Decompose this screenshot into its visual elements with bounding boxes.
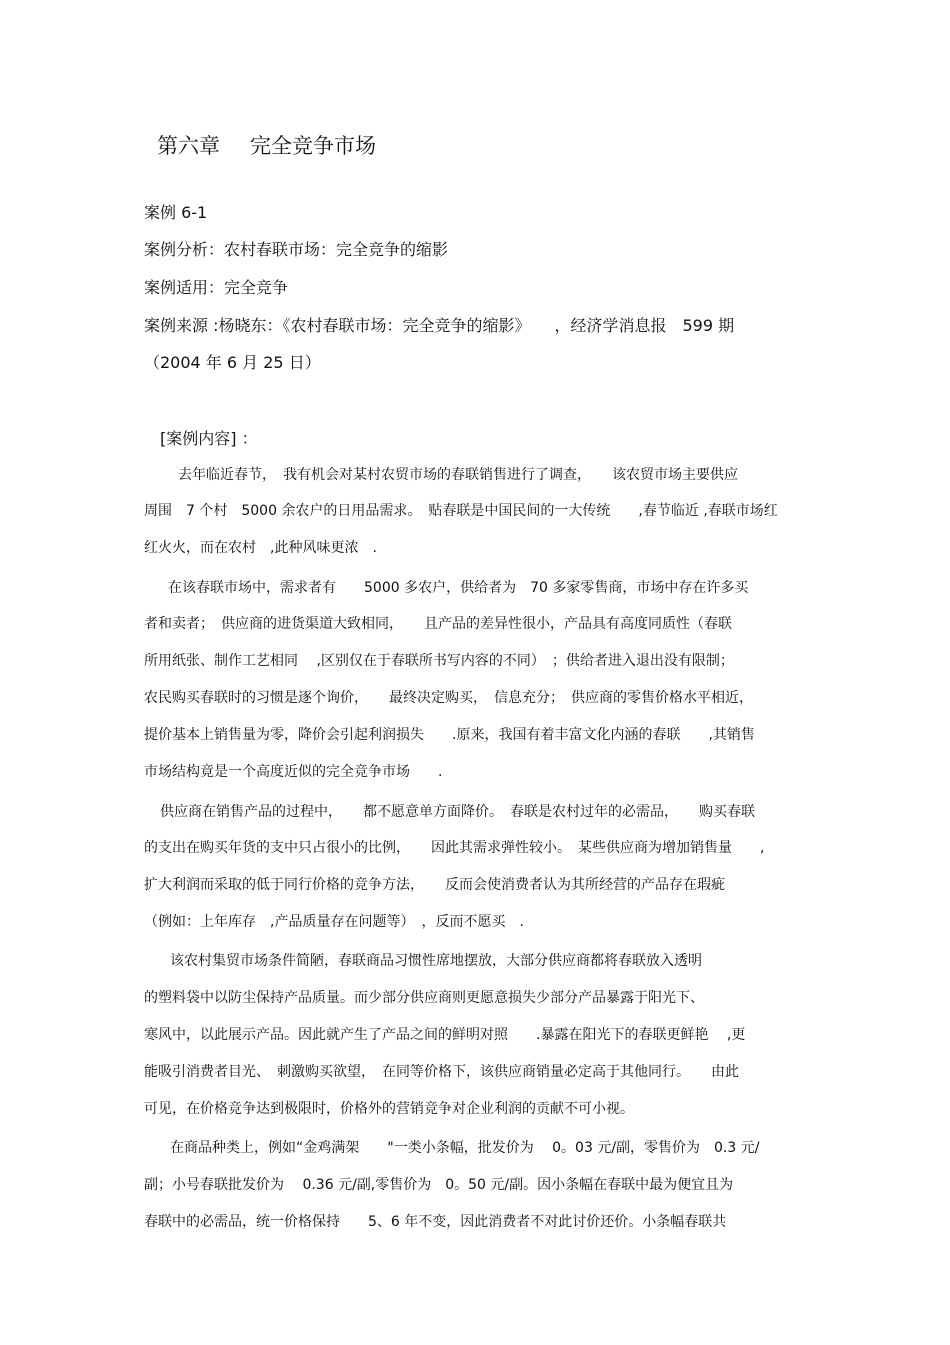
body-line: 该农村集贸市场条件简陋，春联商品习惯性席地摆放，大部分供应商都将春联放入透明 <box>170 953 702 969</box>
body-line: （例如：上年库存 ,产品质量存在问题等） ，反而不愿买 . <box>144 914 524 930</box>
body-line: 能吸引消费者目光、 刺激购买欲望， 在同等价格下，该供应商销量必定高于其他同行。 由此 <box>144 1064 739 1080</box>
case-number: 案例 6-1 <box>144 203 208 222</box>
body-line: 农民购买春联时的习惯是逐个询价， 最终决定购买， 信息充分； 供应商的零售价格水平相近， <box>144 690 753 706</box>
body-line: 寒风中，以此展示产品。因此就产生了产品之间的鲜明对照 .暴露在阳光下的春联更鲜艳 ,更 <box>144 1027 746 1043</box>
chapter-heading <box>157 130 376 160</box>
body-line: 春联中的必需品，统一价格保持 5、6 年不变，因此消费者不对此讨价还价。小条幅春联共 <box>144 1214 727 1230</box>
body-line: 去年临近春节， 我有机会对某村农贸市场的春联销售进行了调查， 该农贸市场主要供应 <box>178 467 738 483</box>
body-line: 市场结构竟是一个高度近似的完全竞争市场 . <box>144 764 443 780</box>
body-line: 者和卖者； 供应商的进货渠道大致相同， 且产品的差异性很小，产品具有高度同质性（春联 <box>144 616 732 632</box>
body-line: 可见，在价格竞争达到极限时，价格外的营销竞争对企业利润的贡献不可小视。 <box>144 1101 634 1117</box>
body-line: 副；小号春联批发价为 0.36 元/副,零售价为 0。50 元/副。因小条幅在春联中最为便宜且为 <box>144 1177 734 1193</box>
body-line: 的支出在购买年货的支中只占很小的比例， 因此其需求弹性较小。 某些供应商为增加销售量 , <box>144 840 765 856</box>
case-source-line-1: 案例来源 :杨晓东：《农村春联市场：完全竞争的缩影》 ，经济学消息报 599 期 <box>144 316 735 335</box>
chapter-title: 完全竞争市场 <box>250 134 376 158</box>
case-source-line-2: （2004 年 6 月 25 日） <box>144 353 321 372</box>
body-line: 所用纸张、制作工艺相同 ,区别仅在于春联所书写内容的不同） ；供给者进入退出没有限制； <box>144 653 734 669</box>
body-line: 在该春联市场中，需求者有 5000 多农户，供给者为 70 多家零售商，市场中存在许多买 <box>168 580 749 596</box>
body-line: 周围 7 个村 5000 余农户的日用品需求。 贴春联是中国民间的一大传统 ,春节临近 ,春联市场红 <box>144 503 778 519</box>
body-line: 红火火，而在农村 ,此种风味更浓 . <box>144 540 377 556</box>
chapter-number: 第六章 <box>157 134 220 158</box>
body-line: 提价基本上销售量为零，降价会引起利润损失 .原来，我国有着丰富文化内涵的春联 ,其销售 <box>144 727 755 743</box>
body-line: 在商品种类上，例如“金鸡满架 "一类小条幅，批发价为 0。03 元/副，零售价为 0.3 元/ <box>170 1140 760 1156</box>
case-analysis: 案例分析：农村春联市场：完全竞争的缩影 <box>144 240 449 259</box>
body-line: 供应商在销售产品的过程中， 都不愿意单方面降价。 春联是农村过年的必需品， 购买春联 <box>160 804 755 820</box>
body-line: 的塑料袋中以防尘保持产品质量。而少部分供应商则更愿意损失少部分产品暴露于阳光下、 <box>144 990 704 1006</box>
section-label: [案例内容] ： <box>160 429 258 448</box>
case-applies: 案例适用：完全竞争 <box>144 278 289 297</box>
body-line: 扩大利润而采取的低于同行价格的竞争方法， 反而会使消费者认为其所经营的产品存在瑕疵 <box>144 877 725 893</box>
